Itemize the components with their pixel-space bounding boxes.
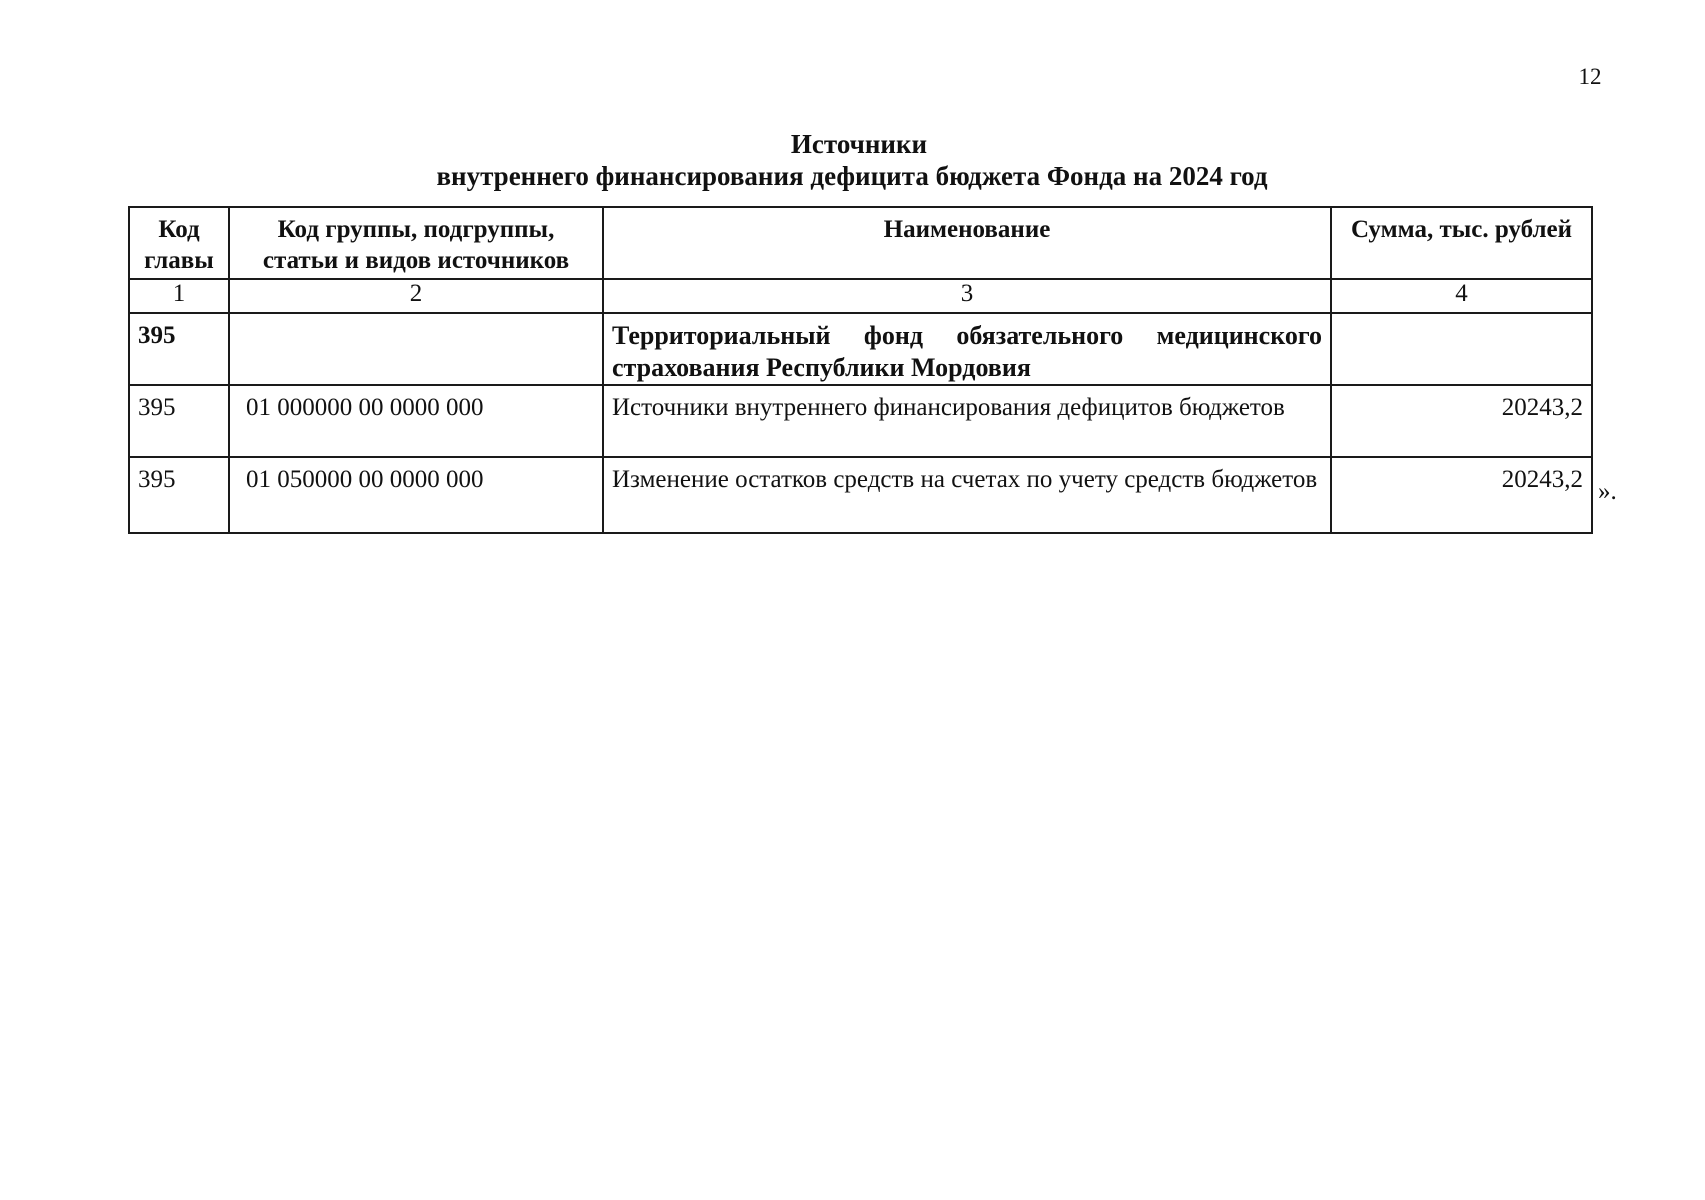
chapter-code-cell: 395 <box>129 457 229 533</box>
column-number-row <box>129 279 1592 313</box>
column-number: 1 <box>129 279 229 313</box>
name-cell: Источники внутреннего финансирования дефицитов бюджетов <box>603 385 1331 457</box>
amount-cell <box>1331 313 1592 385</box>
header-group-code: Код группы, подгруппы, статьи и видов источников <box>229 207 603 279</box>
group-code-cell: 01 050000 00 0000 000 <box>229 457 603 533</box>
chapter-code-cell: 395 <box>129 385 229 457</box>
header-chapter-code: Код главы <box>129 207 229 279</box>
closing-quote-mark: ». <box>1598 478 1617 505</box>
column-number: 3 <box>603 279 1331 313</box>
group-code-cell: 01 000000 00 0000 000 <box>229 385 603 457</box>
name-cell: Изменение остатков средств на счетах по учету средств бюджетов <box>603 457 1331 533</box>
header-amount: Сумма, тыс. рублей <box>1331 207 1592 279</box>
name-cell: Территориальный фонд обязательного медицинского страхования Республики Мордовия <box>603 313 1331 385</box>
page-number: 12 <box>1578 64 1602 89</box>
amount-cell: 20243,2 <box>1331 385 1592 457</box>
table-header-row <box>129 207 1592 279</box>
header-name: Наименование <box>603 207 1331 279</box>
table-row <box>129 385 1592 457</box>
table-row <box>129 457 1592 533</box>
table-row <box>129 313 1592 385</box>
chapter-code-cell: 395 <box>129 313 229 385</box>
document-title <box>128 128 1590 192</box>
title-line-2: внутреннего финансирования дефицита бюджета Фонда на 2024 год <box>436 161 1268 191</box>
financing-sources-table <box>128 206 1593 534</box>
amount-cell: 20243,2 <box>1331 457 1592 533</box>
group-code-cell <box>229 313 603 385</box>
title-line-1: Источники <box>790 129 928 159</box>
column-number: 4 <box>1331 279 1592 313</box>
column-number: 2 <box>229 279 603 313</box>
